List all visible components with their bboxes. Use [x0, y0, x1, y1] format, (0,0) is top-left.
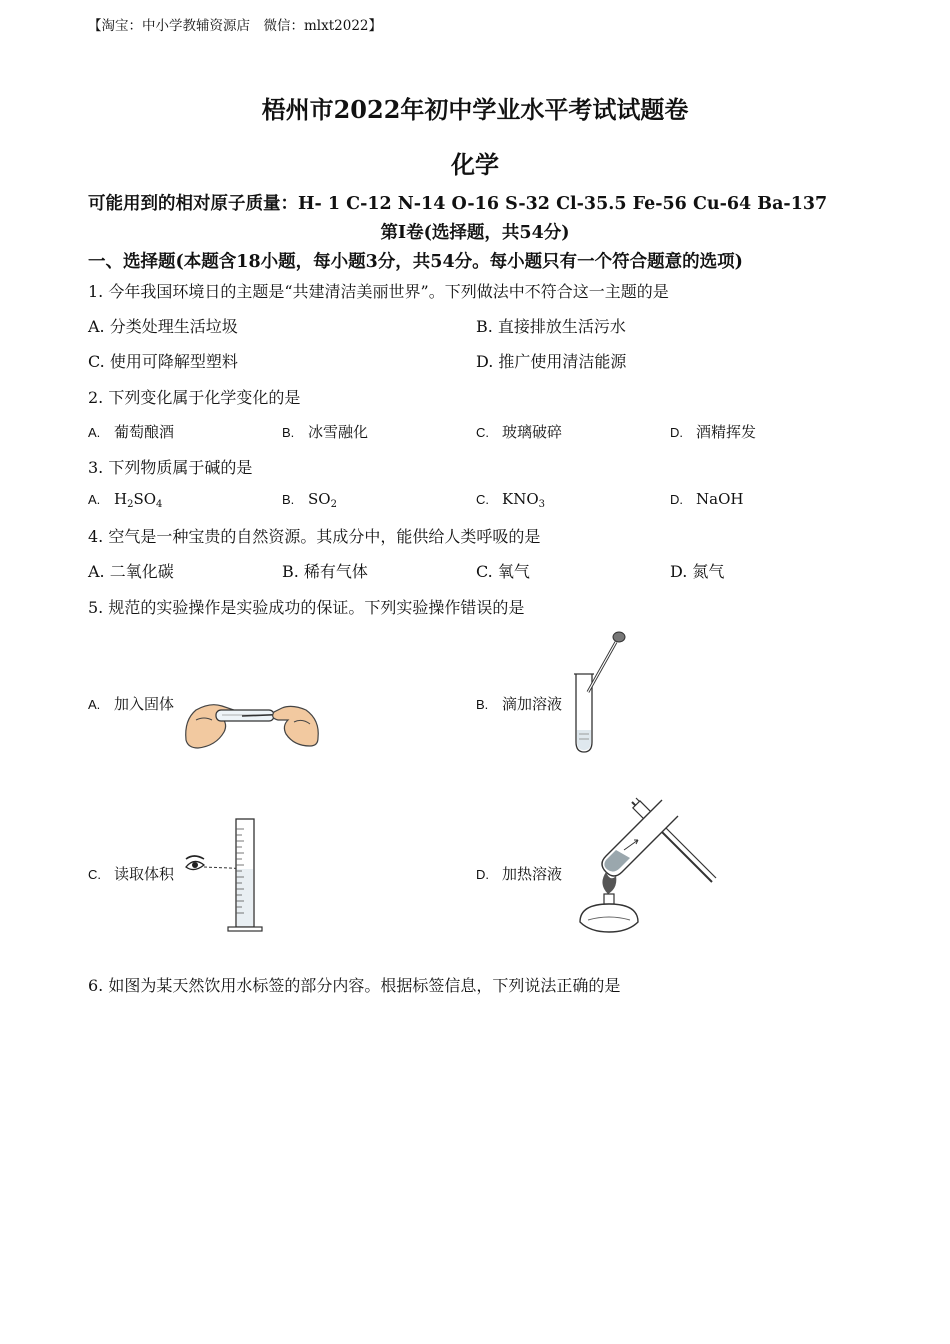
q1-option-c: C. 使用可降解型塑料 — [88, 352, 238, 371]
q5-option-c — [88, 863, 174, 884]
option-letter: A. — [88, 492, 101, 507]
q2-option-c — [476, 421, 562, 442]
section-title: 一、选择题(本题含18小题，每小题3分，共54分。每小题只有一个符合题意的选项) — [88, 252, 743, 272]
question-1-stem: 1. 今年我国环境日的主题是“共建清洁美丽世界”。下列做法中不符合这一主题的是 — [88, 282, 669, 301]
formula-subscript: 4 — [156, 499, 163, 510]
part-title: 第Ⅰ卷(选择题，共54分) — [380, 223, 570, 243]
q5-option-d — [476, 863, 562, 884]
option-letter: A. — [88, 697, 101, 712]
q1-option-a: A. 分类处理生活垃圾 — [88, 317, 238, 336]
option-text: 滴加溶液 — [502, 695, 563, 713]
option-letter: A. — [88, 425, 101, 440]
q5-option-a — [88, 693, 174, 714]
atomic-mass-line: 可能用到的相对原子质量：H- 1 C-12 N-14 O-16 S-32 Cl-35.5 Fe-56 Cu-64 Ba-137 — [88, 194, 828, 214]
option-letter: B. — [282, 425, 295, 440]
question-2-stem: 2. 下列变化属于化学变化的是 — [88, 388, 301, 407]
question-4-stem: 4. 空气是一种宝贵的自然资源。其成分中，能供给人类呼吸的是 — [88, 527, 541, 546]
q4-option-d: D. 氮气 — [670, 562, 725, 581]
option-letter: B. — [282, 492, 295, 507]
q4-option-c: C. 氧气 — [476, 562, 530, 581]
option-text: 加热溶液 — [502, 865, 563, 883]
formula-part: NaOH — [696, 490, 744, 508]
option-letter: C. — [476, 492, 489, 507]
formula-part: KNO — [502, 490, 539, 508]
option-letter: D. — [476, 867, 489, 882]
adding-solid-illustration — [182, 690, 322, 754]
option-letter: B. — [476, 697, 489, 712]
q2-option-d — [670, 421, 756, 442]
option-text: 葡萄酿酒 — [114, 423, 175, 441]
question-3-stem: 3. 下列物质属于碱的是 — [88, 458, 253, 477]
q3-option-a — [88, 490, 162, 510]
header-note: 【淘宝：中小学教辅资源店 微信：mlxt2022】 — [88, 18, 383, 34]
option-text: 玻璃破碎 — [502, 423, 563, 441]
reading-volume-illustration — [182, 815, 272, 935]
formula-part: H — [114, 490, 128, 508]
subject-title: 化学 — [451, 150, 499, 179]
q4-option-b: B. 稀有气体 — [282, 562, 368, 581]
option-text: 酒精挥发 — [696, 423, 757, 441]
option-letter: C. — [88, 867, 101, 882]
option-text: 加入固体 — [114, 695, 175, 713]
formula-part: SO — [308, 490, 331, 508]
exam-title: 梧州市2022年初中学业水平考试试题卷 — [261, 95, 689, 124]
q3-option-d — [670, 490, 743, 508]
dropping-liquid-illustration — [566, 630, 636, 756]
question-6-stem: 6. 如图为某天然饮用水标签的部分内容。根据标签信息，下列说法正确的是 — [88, 976, 621, 995]
formula-part: SO — [133, 490, 157, 508]
option-letter: C. — [476, 425, 489, 440]
formula-subscript: 3 — [538, 499, 546, 510]
q1-option-b: B. 直接排放生活污水 — [476, 317, 626, 336]
q2-option-a — [88, 421, 174, 442]
option-letter: D. — [670, 492, 683, 507]
q5-option-b — [476, 693, 562, 714]
option-letter: D. — [670, 425, 683, 440]
option-text: 读取体积 — [114, 865, 175, 883]
formula-subscript: 2 — [330, 499, 337, 510]
option-text: 冰雪融化 — [308, 423, 369, 441]
question-5-stem: 5. 规范的实验操作是实验成功的保证。下列实验操作错误的是 — [88, 598, 525, 617]
q3-option-b — [282, 490, 337, 510]
q1-option-d: D. 推广使用清洁能源 — [476, 352, 627, 371]
formula-subscript: 2 — [127, 499, 134, 510]
heating-liquid-illustration — [572, 790, 722, 938]
q3-option-c — [476, 490, 545, 510]
q2-option-b — [282, 421, 368, 442]
q4-option-a: A. 二氧化碳 — [88, 562, 174, 581]
